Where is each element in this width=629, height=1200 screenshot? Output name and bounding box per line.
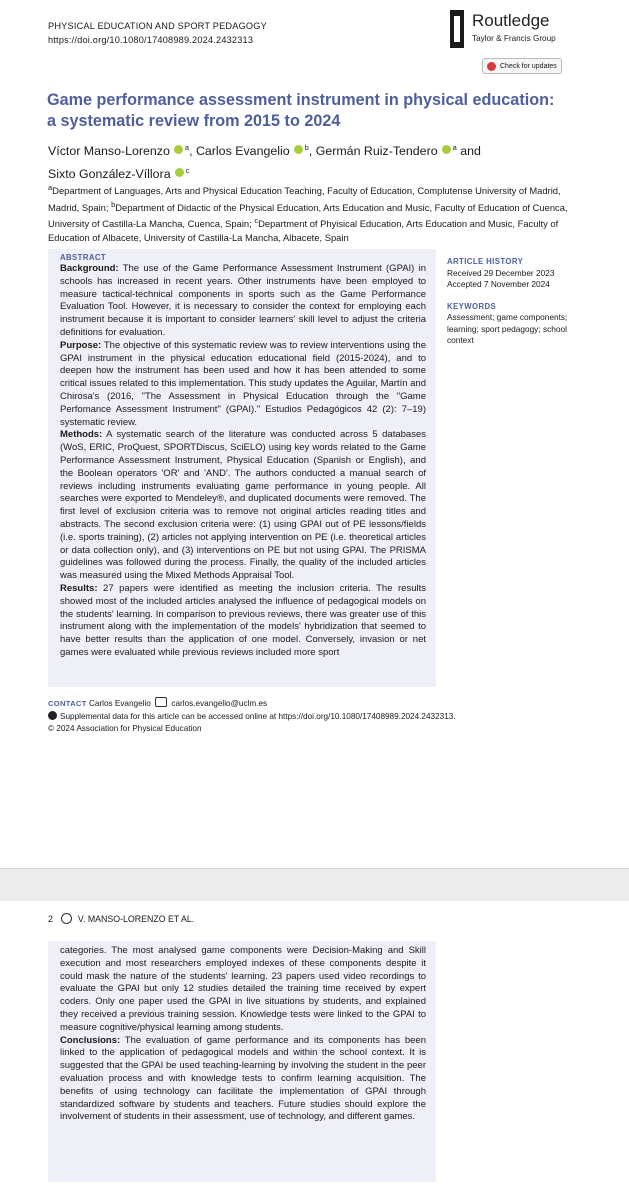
abstract-heading: ABSTRACT	[60, 253, 107, 262]
author-name[interactable]: Sixto González-Víllora	[48, 167, 171, 182]
author-name[interactable]: Germán Ruiz-Tendero	[315, 144, 438, 159]
abstract	[60, 252, 426, 660]
abstract-continued	[60, 945, 426, 1124]
orcid-icon[interactable]	[175, 168, 184, 177]
crossmark-icon	[487, 62, 496, 71]
orcid-icon[interactable]	[294, 145, 303, 154]
publisher-emblem-icon	[61, 913, 72, 924]
results-text: 27 papers were identified as meeting the inclusion criteria. The results showed most of the included articles analysed the influence of pedagogical models on the students' learning. In comparison to previous reviews, there was greater use of this instrument along with the implementation of the models' hybridization that seemed to have better results than the application of one model. Conversely, invasion or net games were evaluated while previous reviews included more sport	[60, 582, 427, 658]
methods-label: Methods:	[60, 429, 103, 441]
check-for-updates-button[interactable]	[482, 58, 562, 74]
running-head-authors: V. MANSO-LORENZO ET AL.	[77, 914, 195, 924]
author-affiliation: c	[185, 166, 190, 176]
affiliations: $^a$Department of Languages, Arts and Physical Education Teaching, Faculty of Education, Complutense University of Madrid, Madrid, Spain; $^b$Department of Didactic of the Physical Education, Arts Education and Music, Faculty of Education of Cuenca, University of Castilla-La Mancha, Cuenca, Spain; $^c$Department of Phyisical Education, Arts Education and Music, Faculty of Education of Albacete, University of Castilla-La Mancha, Albacete, Spain	[48, 183, 568, 243]
purpose-label: Purpose:	[60, 339, 102, 351]
running-head	[48, 913, 194, 925]
affiliation-c: Department of Phyisical Education, Arts Education and Music, Faculty of Education of Albacete, University of Castilla-La Mancha, Albacete, Spain	[48, 218, 559, 243]
doi-link[interactable]: https://doi.org/10.1080/17408989.2024.2432313	[48, 35, 254, 45]
check-for-updates-label: Check for updates	[500, 63, 557, 70]
keywords	[447, 301, 587, 347]
publisher-subtitle: Taylor & Francis Group	[472, 34, 556, 43]
journal-header	[48, 19, 267, 47]
author-affiliation: b	[304, 143, 309, 152]
contact-label: CONTACT	[48, 699, 87, 708]
author-name[interactable]: Víctor Manso-Lorenzo	[48, 144, 170, 159]
received-date: Received 29 December 2023	[447, 267, 555, 278]
accepted-date: Accepted 7 November 2024	[447, 279, 550, 289]
journal-name: PHYSICAL EDUCATION AND SPORT PEDAGOGY	[48, 21, 267, 31]
conclusions-label: Conclusions:	[60, 1034, 121, 1046]
routledge-logo-icon	[450, 10, 464, 48]
contact-email[interactable]: carlos.evangelio@uclm.es	[171, 699, 268, 708]
publisher-logo[interactable]	[450, 8, 600, 50]
email-icon	[155, 697, 167, 707]
affiliation-b: Department of Didactic of the Physical Education, Arts Education and Music, Faculty of Education of Cuenca, University of Castilla-La Mancha, Cuenca, Spain;	[48, 201, 568, 230]
author-affiliation: a	[452, 143, 457, 152]
background-label: Background:	[60, 263, 119, 274]
article-history	[447, 256, 587, 291]
results-label: Results:	[60, 582, 98, 594]
supplemental-link[interactable]: https://doi.org/10.1080/17408989.2024.2432313.	[278, 711, 456, 721]
page-number: 2	[48, 914, 53, 924]
orcid-icon[interactable]	[442, 145, 451, 154]
conclusions-text: The evaluation of game performance and its components has been linked to the application of pedagogical models and within the school context. It is suggested that the GPAI be used teaching-learning by involving the student in the peer evaluation process and with knowledge tests to confirm learning acquisition. The benefits of using technology can facilitate the implementation of GPAI through standardized software by students and teachers. Future studies should explore the involvement of students in their assessment, use of technology, and different games.	[60, 1034, 426, 1123]
title-line-1: Game performance assessment instrument in physical education:	[47, 91, 555, 109]
author-list: Víctor Manso-Lorenzo $^a$, Carlos Evangelio $^b$, Germán Ruiz-Tendero $^a$ and Sixto González-Víllora $^c$	[48, 143, 481, 182]
author-affiliation: a	[184, 143, 190, 152]
author-name[interactable]: Carlos Evangelio	[195, 144, 290, 159]
title-line-2: a systematic review from 2015 to 2024	[47, 112, 341, 130]
purpose-text: The objective of this systematic review was to review interventions using the GPAI instrument in the physical education educational field (2015-2024), and to deepen how the instrument has been used and how it has been attended to some critical issues related to this implementation. This study updates the Aguilar, Martín and Chirosa's (2016, "The Assessment in Physical Education through the "Game Perfomance Assessment Instrument" (GPAI)." Estudios Pedagógicos 42 (2): 7–19) systematic review.	[60, 339, 426, 428]
article-sidebar	[447, 256, 587, 347]
article-title	[47, 90, 587, 132]
methods-text: A systematic search of the literature was conducted across 5 databases (WoS, ERIC, ProQuest, SPORTDiscus, SciELO) using key words related to the Game Performance Assessment Instrument, Physical Education (Spanish or English), and the Boolean operators 'OR' and 'AND'. The authors conducted a manual search of reviews including instruments evaluating game performance in young people. All searches were exported to Mendeley®, and duplicated documents were removed. The first level of exclusion criteria was to remove not original articles reading titles and abstracts. The second exclusion criteria were: (1) using GPAI out of PE lessons/fields (i.e. sports training), (2) articles not applying intervention on PE (i.e. theoretical articles or data collection only), and (3) interventions on PE but not using GPAI. The PRISMA guidelines was followed during the process. Finally, the quality of the included articles was measured using the Mixed Methods Appraisal Tool.	[60, 429, 426, 582]
page-separator	[0, 868, 629, 902]
keywords-text: Assessment; game components; learning; sport pedagogy; school context	[447, 312, 568, 345]
background-text: The use of the Game Performance Assessment Instrument (GPAI) in schools has increased in recent years. Other instruments have been employed to measure tactical-technical components in sports such as the Game Performance Evaluation Tool. However, it is necessary to consider the context for employing each instrument because it is important to consider learners' skill level to adjust the criteria definitions for evaluation.	[60, 263, 427, 338]
contact-footer	[48, 697, 608, 736]
page-2	[0, 901, 629, 1200]
supplemental-icon	[48, 711, 57, 720]
publisher-name: Routledge	[472, 11, 550, 30]
results-continued: categories. The most analysed game components were Decision-Making and Skill execution and most researchers employed indexes of these components despite it could mask the nature of the students' learning. 23 papers used video recordings to evaluate the GPAI but only 12 studies detailed the training time received by expert coders. Only one paper used the GPAI in live situations by students, and explained they received a previous training session. Knowledge tests were linked to the GPAI to measure cognitive/physical learning among students.	[60, 945, 426, 1033]
affiliation-a: Department of Languages, Arts and Physical Education Teaching, Faculty of Education, Complutense University of Madrid, Madrid, Spain;	[48, 185, 561, 213]
contact-name: Carlos Evangelio	[88, 699, 151, 708]
orcid-icon[interactable]	[174, 145, 183, 154]
keywords-heading: KEYWORDS	[447, 301, 497, 311]
article-history-heading: ARTICLE HISTORY	[447, 257, 524, 266]
supplemental-text: Supplemental data for this article can be accessed online at	[60, 711, 277, 721]
copyright: © 2024 Association for Physical Education	[48, 724, 202, 733]
